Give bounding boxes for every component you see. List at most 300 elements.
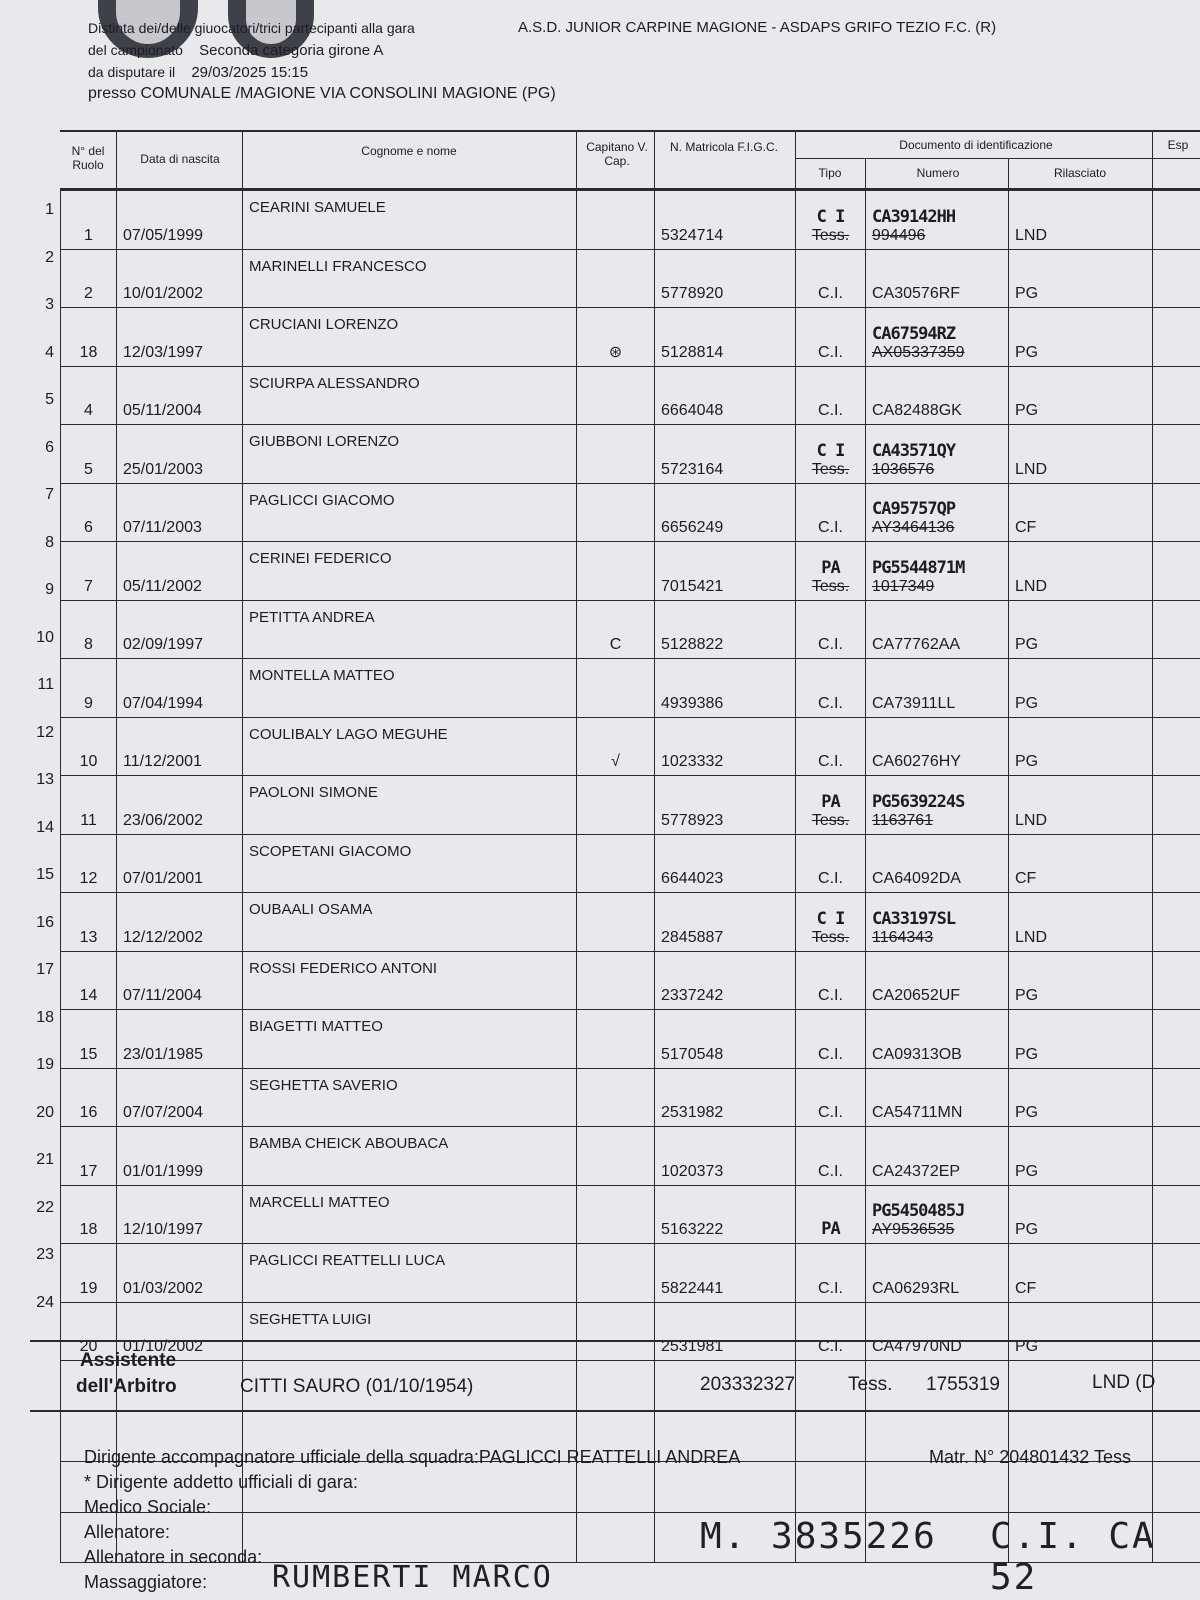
player-extra xyxy=(1153,483,1200,542)
doc-type-printed: Tess. xyxy=(811,928,850,946)
player-name: MARCELLI MATTEO xyxy=(243,1185,577,1244)
table-row xyxy=(61,1068,1200,1127)
player-doc-number xyxy=(866,834,1009,893)
row-number: 19 xyxy=(36,1056,54,1073)
col-header-tipo: Tipo xyxy=(818,166,842,180)
player-captain-mark xyxy=(577,1244,655,1303)
player-doc-type xyxy=(796,308,866,367)
col-header-esp: Esp xyxy=(1167,138,1189,152)
row-number: 14 xyxy=(36,818,54,836)
player-matricola: 6656249 xyxy=(655,483,796,542)
player-name: MONTELLA MATTEO xyxy=(243,659,577,718)
player-extra xyxy=(1153,191,1200,250)
player-extra xyxy=(1153,1127,1200,1186)
table-row xyxy=(61,600,1200,659)
player-birthdate: 07/11/2003 xyxy=(117,483,243,542)
row-number: 4 xyxy=(45,343,54,361)
player-doc-issuer: CF xyxy=(1009,834,1153,893)
doc-number-printed: 1036576 xyxy=(872,460,935,478)
doc-type-printed: C.I. xyxy=(818,870,843,887)
table-row xyxy=(61,1244,1200,1303)
player-matricola: 5822441 xyxy=(655,1244,796,1303)
doc-type-printed: C.I. xyxy=(818,1104,843,1121)
assistant-doc-type: Tess. xyxy=(848,1374,893,1395)
player-matricola: 6664048 xyxy=(655,366,796,425)
row-number: 22 xyxy=(36,1198,54,1216)
player-extra xyxy=(1153,1068,1200,1127)
player-extra xyxy=(1153,249,1200,308)
player-number: 13 xyxy=(61,893,117,952)
handwritten-doc-type: C I xyxy=(816,440,845,461)
handwritten-massaggiatore-name: RUMBERTI MARCO xyxy=(272,1560,553,1595)
player-extra xyxy=(1153,366,1200,425)
row-number: 21 xyxy=(36,1151,54,1168)
doc-number-printed: CA20652UF xyxy=(872,987,961,1004)
player-captain-mark xyxy=(577,366,655,425)
player-captain-mark xyxy=(577,542,655,601)
header-line-1 xyxy=(88,18,1200,40)
player-captain-mark xyxy=(577,483,655,542)
handwritten-doc-number: PG5450485J xyxy=(872,1201,965,1221)
player-matricola: 6644023 xyxy=(655,834,796,893)
championship: Seconda categoria girone A xyxy=(199,42,384,59)
row-number: 23 xyxy=(36,1246,54,1263)
player-doc-number xyxy=(866,1068,1009,1127)
player-doc-number xyxy=(866,425,1009,484)
col-header-numero: Numero xyxy=(916,166,960,180)
player-doc-type xyxy=(796,659,866,718)
player-name: ROSSI FEDERICO ANTONI xyxy=(243,951,577,1010)
player-doc-type xyxy=(796,893,866,952)
player-matricola: 5324714 xyxy=(655,191,796,250)
doc-number-printed: 1164343 xyxy=(872,928,934,946)
player-captain-mark xyxy=(577,1127,655,1186)
row-number: 18 xyxy=(36,1008,54,1026)
player-doc-issuer: LND xyxy=(1009,425,1153,484)
doc-type-printed: C.I. xyxy=(818,402,843,419)
player-doc-type xyxy=(796,834,866,893)
player-doc-type xyxy=(796,600,866,659)
player-captain-mark: √ xyxy=(577,717,655,776)
table-row xyxy=(61,308,1200,367)
player-doc-type xyxy=(796,951,866,1010)
player-doc-number xyxy=(866,717,1009,776)
col-header-matricola: N. Matricola F.I.G.C. xyxy=(669,140,779,154)
player-doc-issuer: PG xyxy=(1009,1068,1153,1127)
handwritten-doc-type: PA xyxy=(821,557,840,578)
doc-type-printed: C.I. xyxy=(818,1162,843,1180)
player-extra xyxy=(1153,834,1200,893)
player-captain-mark xyxy=(577,834,655,893)
player-birthdate: 25/01/2003 xyxy=(117,425,243,484)
doc-number-printed: 994496 xyxy=(872,226,926,244)
player-birthdate: 12/12/2002 xyxy=(117,893,243,952)
row-number: 13 xyxy=(36,771,54,788)
row-number: 10 xyxy=(36,628,54,646)
assistant-label-2: dell'Arbitro xyxy=(76,1376,177,1397)
player-number: 5 xyxy=(61,425,117,484)
table-row xyxy=(61,191,1200,250)
handwritten-doc-type: PA xyxy=(821,1219,840,1239)
player-doc-type xyxy=(796,717,866,776)
player-doc-type xyxy=(796,542,866,601)
player-number: 18 xyxy=(61,1185,117,1244)
col-header-ruolo: N° del Ruolo xyxy=(71,144,105,172)
col-header-rilasciato: Rilasciato xyxy=(1053,166,1107,180)
player-extra xyxy=(1153,600,1200,659)
player-extra xyxy=(1153,1010,1200,1069)
player-doc-number xyxy=(866,1185,1009,1244)
handwritten-massaggiatore-document: C.I. CA 52 xyxy=(990,1516,1156,1598)
player-birthdate: 12/03/1997 xyxy=(117,308,243,367)
player-birthdate: 05/11/2002 xyxy=(117,542,243,601)
player-doc-number xyxy=(866,366,1009,425)
row-number: 2 xyxy=(45,248,54,266)
doc-type-printed: C.I. xyxy=(818,285,843,302)
player-captain-mark xyxy=(577,951,655,1010)
massaggiatore: Massaggiatore: xyxy=(84,1572,208,1592)
row-number: 1 xyxy=(45,201,54,218)
player-birthdate: 23/01/1985 xyxy=(117,1010,243,1069)
dirigente-matricola: Matr. N° 204801432 Tess xyxy=(929,1447,1131,1467)
doc-type-printed: C.I. xyxy=(818,1279,843,1297)
match-title: A.S.D. JUNIOR CARPINE MAGIONE - ASDAPS GRIFO TEZIO F.C. (R) xyxy=(518,19,997,36)
player-name: BAMBA CHEICK ABOUBACA xyxy=(243,1127,577,1186)
handwritten-doc-number: CA95757QP xyxy=(872,499,956,519)
header-label-campionato: del campionato xyxy=(88,42,183,58)
player-matricola: 5128822 xyxy=(655,600,796,659)
doc-type-printed: C.I. xyxy=(818,987,843,1004)
player-doc-number xyxy=(866,1244,1009,1303)
doc-type-printed: Tess. xyxy=(811,226,850,244)
player-number: 15 xyxy=(61,1010,117,1069)
row-number: 5 xyxy=(45,391,54,408)
player-captain-mark xyxy=(577,1010,655,1069)
player-doc-number xyxy=(866,191,1009,250)
player-captain-mark xyxy=(577,659,655,718)
handwritten-doc-number: PG5544871M xyxy=(872,557,965,578)
player-number: 9 xyxy=(61,659,117,718)
player-number: 6 xyxy=(61,483,117,542)
table-row xyxy=(61,1127,1200,1186)
doc-number-printed: CA73911LL xyxy=(872,694,956,712)
player-name: COULIBALY LAGO MEGUHE xyxy=(243,717,577,776)
dirigente-accompagnatore: Dirigente accompagnatore ufficiale della squadra:PAGLICCI REATTELLI ANDREA xyxy=(84,1447,741,1467)
doc-type-printed: C.I. xyxy=(818,636,843,653)
player-name: CRUCIANI LORENZO xyxy=(243,308,577,367)
row-number: 9 xyxy=(45,581,54,598)
player-birthdate: 01/01/1999 xyxy=(117,1127,243,1186)
player-doc-number xyxy=(866,659,1009,718)
player-birthdate: 12/10/1997 xyxy=(117,1185,243,1244)
player-doc-issuer: PG xyxy=(1009,600,1153,659)
player-doc-number xyxy=(866,249,1009,308)
player-birthdate: 11/12/2001 xyxy=(117,717,243,776)
table-row xyxy=(61,951,1200,1010)
player-name: OUBAALI OSAMA xyxy=(243,893,577,952)
allenatore-seconda: Allenatore in seconda: xyxy=(84,1547,263,1567)
player-birthdate: 02/09/1997 xyxy=(117,600,243,659)
row-number: 16 xyxy=(36,913,54,931)
header-line-3 xyxy=(88,62,1200,84)
doc-type-printed: C.I. xyxy=(818,519,843,536)
player-number: 10 xyxy=(61,717,117,776)
player-birthdate: 07/01/2001 xyxy=(117,834,243,893)
player-extra xyxy=(1153,308,1200,367)
player-doc-type xyxy=(796,366,866,425)
player-name: MARINELLI FRANCESCO xyxy=(243,249,577,308)
table-row xyxy=(61,483,1200,542)
row-number: 15 xyxy=(36,866,54,883)
doc-type-printed: Tess. xyxy=(811,460,850,478)
row-number: 11 xyxy=(37,676,54,693)
doc-number-printed: AY9536535 xyxy=(872,1221,955,1238)
col-header-name: Cognome e nome xyxy=(361,144,457,158)
table-row xyxy=(61,717,1200,776)
player-number: 12 xyxy=(61,834,117,893)
player-doc-type xyxy=(796,1127,866,1186)
doc-type-printed: C.I. xyxy=(818,343,843,361)
player-matricola: 2845887 xyxy=(655,893,796,952)
player-doc-type xyxy=(796,1244,866,1303)
doc-type-printed: C.I. xyxy=(818,1338,843,1355)
table-row xyxy=(61,366,1200,425)
assistant-name: CITTI SAURO (01/10/1954) xyxy=(240,1376,474,1397)
player-name: PAOLONI SIMONE xyxy=(243,776,577,835)
player-name: CEARINI SAMUELE xyxy=(243,191,577,250)
player-doc-type xyxy=(796,1010,866,1069)
player-extra xyxy=(1153,776,1200,835)
table-row xyxy=(61,425,1200,484)
player-doc-issuer: PG xyxy=(1009,951,1153,1010)
player-matricola: 5778920 xyxy=(655,249,796,308)
match-datetime: 29/03/2025 15:15 xyxy=(191,64,309,81)
player-doc-issuer: PG xyxy=(1009,1185,1153,1244)
doc-number-printed: CA64092DA xyxy=(872,870,961,887)
col-group-documento xyxy=(795,132,1200,159)
player-number: 7 xyxy=(61,542,117,601)
player-doc-issuer: PG xyxy=(1009,249,1153,308)
player-birthdate: 01/03/2002 xyxy=(117,1244,243,1303)
player-captain-mark xyxy=(577,893,655,952)
player-extra xyxy=(1153,659,1200,718)
handwritten-doc-number: CA39142HH xyxy=(872,206,956,227)
medico-sociale: Medico Sociale: xyxy=(84,1497,212,1517)
player-captain-mark: C xyxy=(577,600,655,659)
player-doc-type xyxy=(796,249,866,308)
player-birthdate: 07/04/1994 xyxy=(117,659,243,718)
player-doc-number xyxy=(866,600,1009,659)
player-captain-mark xyxy=(577,425,655,484)
player-name: PETITTA ANDREA xyxy=(243,600,577,659)
player-name: BIAGETTI MATTEO xyxy=(243,1010,577,1069)
player-doc-type xyxy=(796,191,866,250)
dirigente-addetto: * Dirigente addetto ufficiali di gara: xyxy=(84,1472,358,1492)
player-name: SCIURPA ALESSANDRO xyxy=(243,366,577,425)
player-doc-type xyxy=(796,483,866,542)
handwritten-doc-type: C I xyxy=(816,206,845,227)
table-row xyxy=(61,893,1200,952)
player-extra xyxy=(1153,951,1200,1010)
doc-number-printed: 1163761 xyxy=(872,811,934,829)
player-doc-number xyxy=(866,776,1009,835)
player-captain-mark xyxy=(577,1068,655,1127)
player-matricola: 4939386 xyxy=(655,659,796,718)
player-doc-issuer: PG xyxy=(1009,308,1153,367)
doc-number-printed: CA30576RF xyxy=(872,285,961,302)
player-matricola: 5723164 xyxy=(655,425,796,484)
player-doc-type xyxy=(796,425,866,484)
doc-type-printed: C.I. xyxy=(818,694,843,712)
player-number: 20 xyxy=(61,1302,117,1361)
doc-type-printed: C.I. xyxy=(818,1045,843,1063)
col-header-captain: Capitano V. Cap. xyxy=(586,140,648,168)
player-name: PAGLICCI GIACOMO xyxy=(243,483,577,542)
doc-number-printed: CA54711MN xyxy=(872,1104,963,1121)
player-birthdate: 07/07/2004 xyxy=(117,1068,243,1127)
player-number: 14 xyxy=(61,951,117,1010)
player-birthdate: 01/10/2002 xyxy=(117,1302,243,1361)
player-extra xyxy=(1153,717,1200,776)
player-doc-number xyxy=(866,893,1009,952)
player-doc-number xyxy=(866,951,1009,1010)
doc-type-printed: Tess. xyxy=(811,577,850,595)
row-number-column xyxy=(0,186,60,1326)
handwritten-doc-number: CA67594RZ xyxy=(872,323,956,344)
player-matricola: 5170548 xyxy=(655,1010,796,1069)
assistant-doc-number: 1755319 xyxy=(926,1374,1000,1395)
player-doc-type xyxy=(796,776,866,835)
doc-number-printed: AX05337359 xyxy=(872,343,965,361)
player-number: 19 xyxy=(61,1244,117,1303)
handwritten-doc-type: PA xyxy=(821,791,840,812)
table-row xyxy=(61,542,1200,601)
player-number: 2 xyxy=(61,249,117,308)
player-birthdate: 07/11/2004 xyxy=(117,951,243,1010)
assistant-issuer: LND (D xyxy=(1092,1372,1156,1393)
player-matricola: 5128814 xyxy=(655,308,796,367)
player-captain-mark xyxy=(577,249,655,308)
player-doc-issuer: PG xyxy=(1009,659,1153,718)
player-matricola: 5163222 xyxy=(655,1185,796,1244)
doc-number-printed: CA06293RL xyxy=(872,1279,960,1297)
player-name: PAGLICCI REATTELLI LUCA xyxy=(243,1244,577,1303)
player-doc-type xyxy=(796,1185,866,1244)
player-name: SEGHETTA SAVERIO xyxy=(243,1068,577,1127)
handwritten-doc-number: PG5639224S xyxy=(872,791,965,812)
doc-number-printed: CA82488GK xyxy=(872,402,962,419)
player-matricola: 2531982 xyxy=(655,1068,796,1127)
player-captain-mark: ⊛ xyxy=(577,308,655,367)
handwritten-doc-number: CA33197SL xyxy=(872,908,956,929)
header-label-distinta: Distinta dei/delle giuocatori/trici partecipanti alla gara xyxy=(88,20,415,36)
player-captain-mark xyxy=(577,191,655,250)
player-doc-number xyxy=(866,308,1009,367)
player-number: 1 xyxy=(61,191,117,250)
player-matricola: 5778923 xyxy=(655,776,796,835)
doc-type-printed: C.I. xyxy=(818,753,843,770)
player-extra xyxy=(1153,542,1200,601)
player-birthdate: 07/05/1999 xyxy=(117,191,243,250)
doc-number-printed: AY3464136 xyxy=(872,519,955,536)
table-row xyxy=(61,249,1200,308)
player-number: 8 xyxy=(61,600,117,659)
player-doc-issuer: PG xyxy=(1009,1302,1153,1361)
col-header-documento: Documento di identificazione xyxy=(899,138,1053,152)
table-row xyxy=(61,776,1200,835)
player-name: CERINEI FEDERICO xyxy=(243,542,577,601)
header-line-2 xyxy=(88,40,1200,62)
assistant-label: Assistente xyxy=(80,1350,177,1371)
player-matricola: 1023332 xyxy=(655,717,796,776)
player-birthdate: 10/01/2002 xyxy=(117,249,243,308)
col-header-birth: Data di nascita xyxy=(140,152,220,166)
player-matricola: 7015421 xyxy=(655,542,796,601)
player-doc-issuer: CF xyxy=(1009,1244,1153,1303)
handwritten-massaggiatore-matricola: M. 3835226 xyxy=(700,1516,937,1557)
player-doc-type xyxy=(796,1068,866,1127)
table-row xyxy=(61,659,1200,718)
doc-number-printed: CA47970ND xyxy=(872,1338,962,1355)
player-doc-number xyxy=(866,1127,1009,1186)
player-doc-number xyxy=(866,1010,1009,1069)
player-doc-issuer: PG xyxy=(1009,717,1153,776)
player-matricola: 2337242 xyxy=(655,951,796,1010)
player-number: 17 xyxy=(61,1127,117,1186)
player-doc-issuer: LND xyxy=(1009,776,1153,835)
row-number: 24 xyxy=(36,1293,54,1311)
player-extra xyxy=(1153,425,1200,484)
row-number: 20 xyxy=(36,1103,54,1121)
handwritten-doc-number: CA43571QY xyxy=(872,440,956,461)
sheet-header xyxy=(88,18,1200,106)
match-venue: presso COMUNALE /MAGIONE VIA CONSOLINI MAGIONE (PG) xyxy=(88,85,556,102)
doc-number-printed: CA60276HY xyxy=(872,753,961,770)
assistant-matricola: 203332327 xyxy=(700,1374,796,1395)
player-name: SCOPETANI GIACOMO xyxy=(243,834,577,893)
player-birthdate: 23/06/2002 xyxy=(117,776,243,835)
player-matricola: 1020373 xyxy=(655,1127,796,1186)
player-number: 16 xyxy=(61,1068,117,1127)
table-row xyxy=(61,834,1200,893)
player-extra xyxy=(1153,893,1200,952)
row-number: 17 xyxy=(36,961,54,978)
referee-assistant-row xyxy=(30,1340,1200,1412)
player-matricola: 2531981 xyxy=(655,1302,796,1361)
player-captain-mark xyxy=(577,776,655,835)
allenatore: Allenatore: xyxy=(84,1522,171,1542)
handwritten-doc-type: C I xyxy=(816,908,845,929)
row-number: 8 xyxy=(45,533,54,551)
player-extra xyxy=(1153,1185,1200,1244)
doc-number-printed: CA09313OB xyxy=(872,1045,962,1063)
player-captain-mark xyxy=(577,1185,655,1244)
player-doc-issuer: PG xyxy=(1009,366,1153,425)
table-row xyxy=(61,1010,1200,1069)
player-doc-issuer: CF xyxy=(1009,483,1153,542)
header-label-date: da disputare il xyxy=(88,64,176,80)
player-doc-issuer: LND xyxy=(1009,542,1153,601)
player-name: GIUBBONI LORENZO xyxy=(243,425,577,484)
row-number: 7 xyxy=(45,486,54,503)
row-number: 12 xyxy=(36,723,54,741)
doc-number-printed: CA77762AA xyxy=(872,636,961,653)
doc-number-printed: CA24372EP xyxy=(872,1162,961,1180)
doc-number-printed: 1017349 xyxy=(872,577,935,595)
player-name: SEGHETTA LUIGI xyxy=(243,1302,577,1361)
row-number: 3 xyxy=(45,296,54,313)
column-headers xyxy=(60,130,1200,190)
